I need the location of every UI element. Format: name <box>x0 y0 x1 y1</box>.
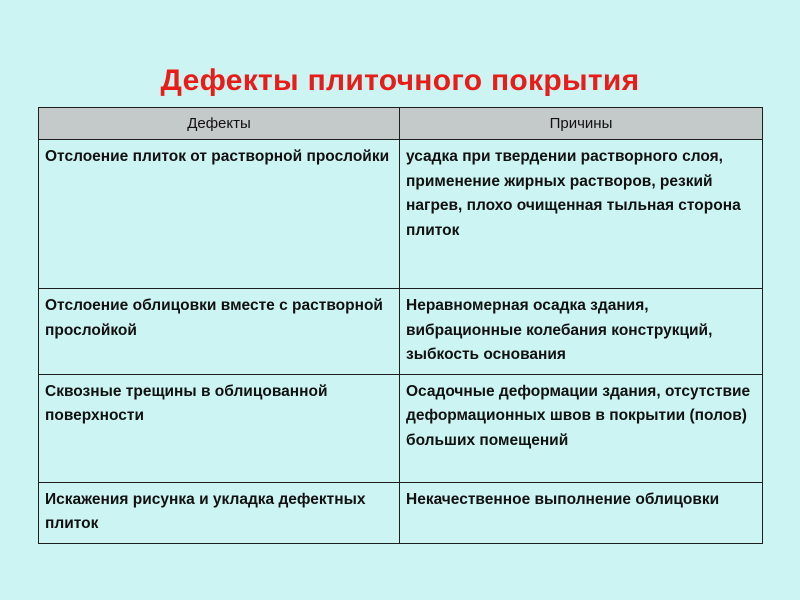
defects-table <box>38 107 763 544</box>
defect-cell: Сквозные трещины в облицованной поверхности <box>39 374 400 482</box>
cause-cell: Неравномерная осадка здания, вибрационные колебания конструкций, зыбкость основания <box>400 289 763 375</box>
table-row <box>39 289 763 375</box>
cause-cell: усадка при твердении растворного слоя, применение жирных растворов, резкий нагрев, плохо очищенная тыльная сторона плиток <box>400 140 763 289</box>
table-row <box>39 374 763 482</box>
defect-cell: Отслоение плиток от растворной прослойки <box>39 140 400 289</box>
cause-cell: Осадочные деформации здания, отсутствие деформационных швов в покрытии (полов) больших помещений <box>400 374 763 482</box>
cause-cell: Некачественное выполнение облицовки <box>400 482 763 543</box>
defect-cell: Искажения рисунка и укладка дефектных плиток <box>39 482 400 543</box>
table-header-row <box>39 108 763 140</box>
table-row <box>39 140 763 289</box>
defect-cell: Отслоение облицовки вместе с растворной прослойкой <box>39 289 400 375</box>
slide-title: Дефекты плиточного покрытия <box>160 64 640 97</box>
table-row <box>39 482 763 543</box>
header-defects: Дефекты <box>39 108 400 140</box>
header-causes: Причины <box>400 108 763 140</box>
